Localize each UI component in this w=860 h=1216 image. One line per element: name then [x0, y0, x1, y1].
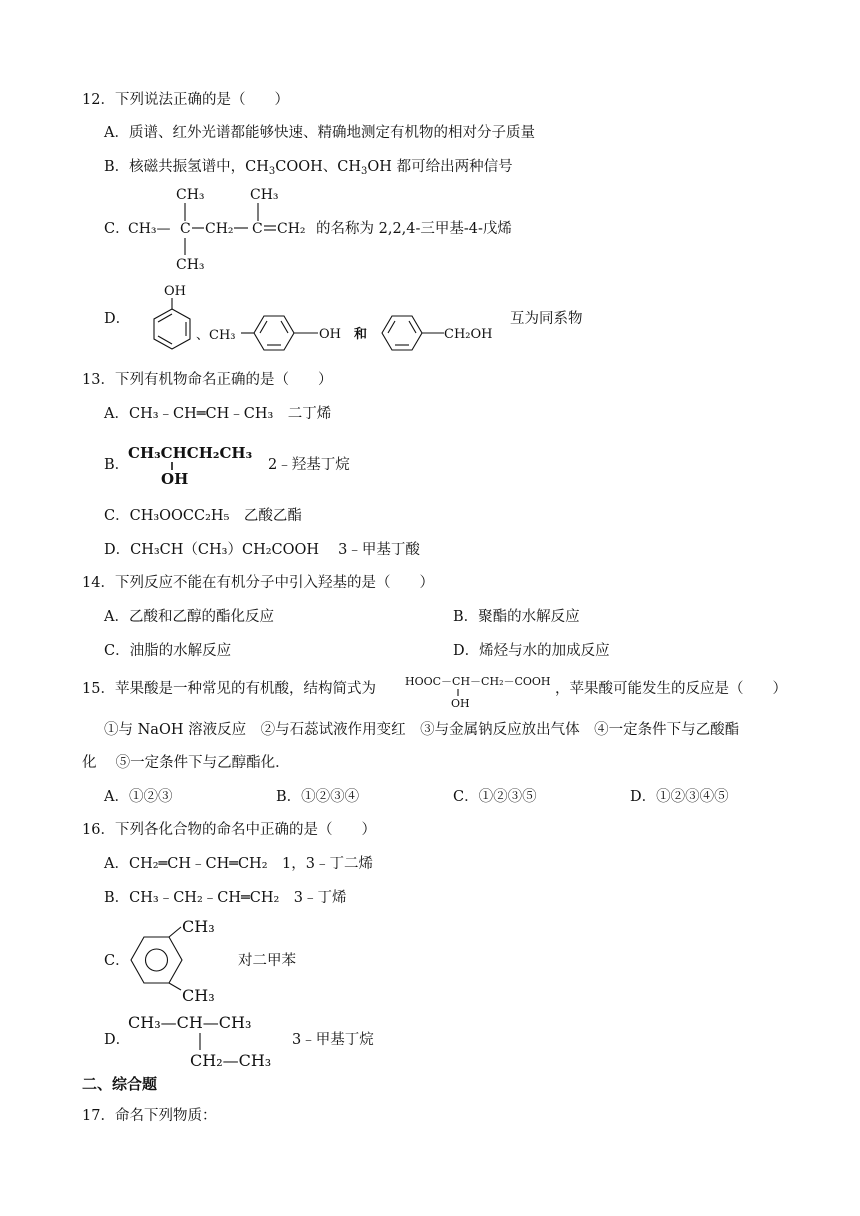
q15-option-a: A．①②③ [104, 789, 173, 805]
svg-text:CH₃: CH₃ [182, 917, 215, 936]
q16-option-c-label: C． [104, 953, 130, 969]
svg-text:CH₃—CH—CH₃: CH₃—CH—CH₃ [128, 1013, 252, 1032]
q16-d-structure [128, 1006, 288, 1074]
q12-option-c-text: 的名称为 2,2,4-三甲基-4-戊烯 [316, 221, 512, 237]
svg-text:C: C [180, 221, 191, 237]
q13-option-b-label: B． [104, 457, 130, 473]
q15-option-c: C．①②③⑤ [453, 789, 537, 805]
q13-option-c: C．CH₃OOCC₂H₅ 乙酸乙酯 [104, 508, 302, 524]
q15-stem-a: 15．苹果酸是一种常见的有机酸，结构简式为 [82, 681, 376, 697]
q15-malic-acid-structure [405, 672, 555, 710]
svg-text:CH₃CHCH₂CH₃: CH₃CHCH₂CH₃ [128, 444, 253, 462]
svg-text:和: 和 [354, 327, 368, 342]
q16-option-a: A．CH₂═CH﹣CH═CH₂ 1，3﹣丁二烯 [104, 856, 373, 872]
svg-text:OH: OH [319, 327, 341, 342]
q14-option-a: A．乙酸和乙醇的酯化反应 [104, 609, 274, 625]
q13-option-d: D．CH₃CH（CH₃）CH₂COOH 3﹣甲基丁酸 [104, 542, 420, 558]
svg-text:HOOC－CH－CH₂－COOH: HOOC－CH－CH₂－COOH [405, 675, 551, 688]
q14-option-d: D．烯烃与水的加成反应 [453, 643, 610, 659]
section-heading: 二、综合题 [82, 1075, 158, 1093]
svg-text:CH₃: CH₃ [176, 187, 205, 203]
svg-text:CH₂OH: CH₂OH [444, 327, 493, 342]
svg-text:CH₂: CH₂ [277, 221, 306, 237]
q16-option-d-label: D． [104, 1032, 131, 1048]
q16-option-c-text: 对二甲苯 [238, 953, 296, 969]
svg-text:OH: OH [161, 470, 189, 486]
svg-text:CH₃: CH₃ [176, 257, 205, 273]
svg-text:CH₂: CH₂ [205, 221, 234, 237]
q15-option-d: D．①②③④⑤ [630, 789, 729, 805]
q16-option-b: B．CH₃﹣CH₂﹣CH═CH₂ 3﹣丁烯 [104, 890, 347, 906]
q15-choices-line2: 化 ⑤一定条件下与乙醇酯化． [82, 755, 290, 771]
q13-b-structure [128, 440, 256, 486]
q14-option-c: C．油脂的水解反应 [104, 643, 232, 659]
q16-option-d-text: 3﹣甲基丁烷 [292, 1032, 374, 1048]
svg-text:CH₂—CH₃: CH₂—CH₃ [190, 1051, 272, 1070]
q13-option-b-text: 2﹣羟基丁烷 [268, 457, 350, 473]
q13-option-a: A．CH₃﹣CH═CH﹣CH₃ 二丁烯 [104, 406, 332, 422]
svg-text:CH₃: CH₃ [182, 986, 215, 1004]
q15-option-b: B．①②③④ [276, 789, 360, 805]
q12-option-a: A．质谱、红外光谱都能够快速、精确地测定有机物的相对分子质量 [104, 125, 535, 141]
svg-text:CH₃: CH₃ [250, 187, 279, 203]
q12-stem: 12．下列说法正确的是（ ） [82, 92, 289, 108]
q16-stem: 16．下列各化合物的命名中正确的是（ ） [82, 822, 376, 838]
q12-option-b: B．核磁共振氢谱中，$CH_3COOH$、$CH_3OH$ 都可给出两种信号 [104, 159, 513, 177]
q12-d-structure [134, 282, 504, 354]
svg-text:OH: OH [164, 284, 186, 299]
svg-text:CH₃—: CH₃— [128, 221, 171, 237]
q12-option-d-text: 互为同系物 [510, 311, 583, 327]
q12-c-structure [128, 183, 313, 273]
q17-stem: 17．命名下列物质： [82, 1108, 217, 1124]
svg-text:OH: OH [451, 697, 470, 710]
svg-text:C: C [252, 221, 263, 237]
q15-stem-b: ，苹果酸可能发生的反应是（ ） [555, 681, 787, 697]
q16-c-xylene-structure [126, 912, 236, 1004]
q14-option-b: B．聚酯的水解反应 [453, 609, 580, 625]
q13-stem: 13．下列有机物命名正确的是（ ） [82, 372, 333, 388]
svg-text:、CH₃: 、CH₃ [196, 328, 236, 343]
q15-choices-line1: ①与 NaOH 溶液反应 ②与石蕊试液作用变红 ③与金属钠反应放出气体 ④一定条件下与乙酸酯 [104, 722, 740, 738]
q12-option-c-label: C． [104, 221, 130, 237]
q14-stem: 14．下列反应不能在有机分子中引入羟基的是（ ） [82, 575, 434, 591]
q12-option-d-label: D． [104, 311, 131, 327]
